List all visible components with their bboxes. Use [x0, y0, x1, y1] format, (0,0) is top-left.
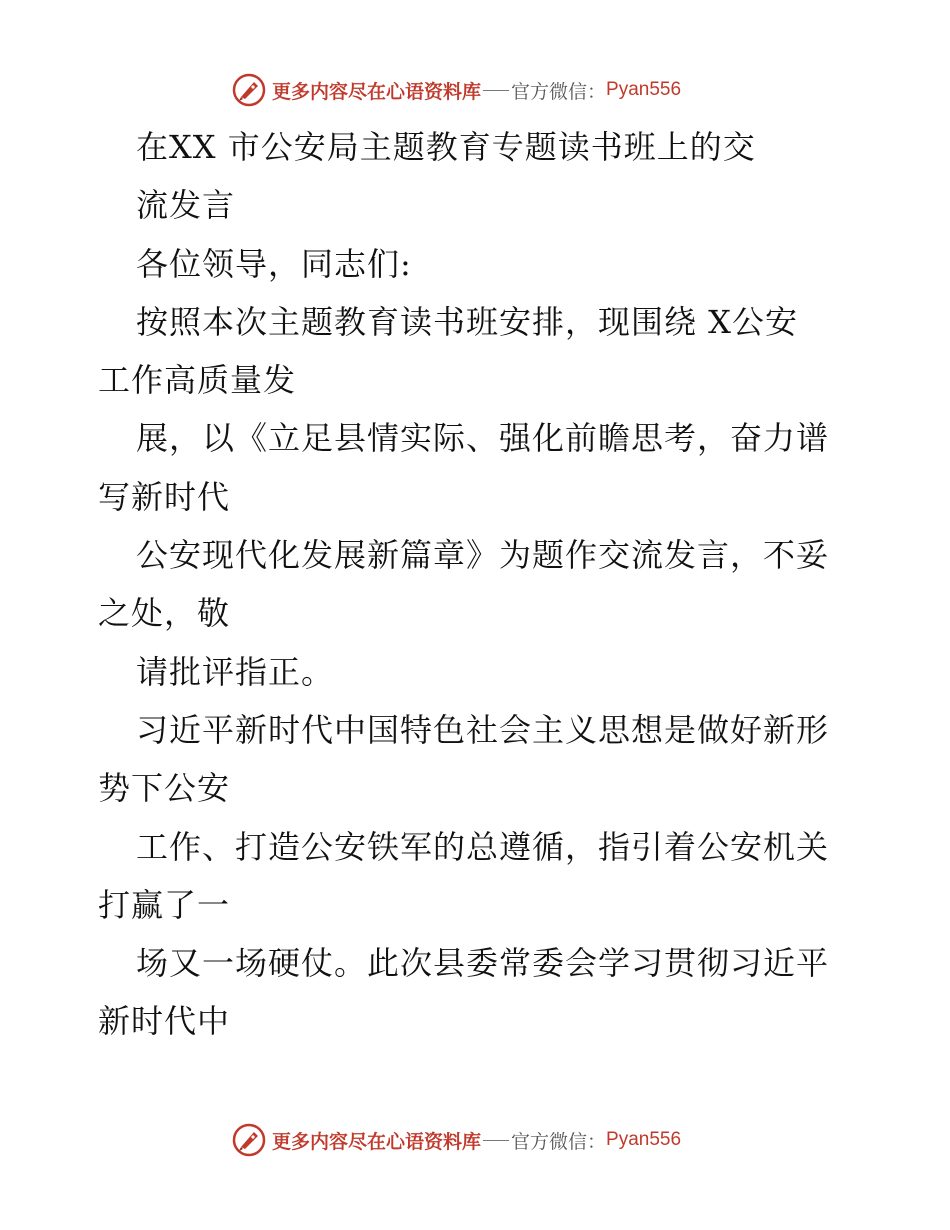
wechat-account: Pyan556 — [606, 1129, 682, 1150]
paragraph-line: 工作高质量发 — [98, 361, 297, 400]
paragraph-line: 请批评指正。 — [136, 652, 335, 691]
pen-nib-logo-icon — [232, 73, 266, 107]
paragraph-line: 新时代中 — [98, 1002, 231, 1041]
paragraph-line: 展，以《立足县情实际、强化前瞻思考，奋力谱 — [136, 419, 830, 458]
pen-nib-logo-icon — [232, 1123, 266, 1157]
brand-text: 更多内容尽在心语资料库 — [272, 1130, 482, 1153]
paragraph-line: 打赢了一 — [98, 885, 231, 924]
paragraph-line: 场又一场硬仗。此次县委常委会学习贯彻习近平 — [136, 944, 830, 983]
banner-divider — [483, 1140, 509, 1141]
banner-divider — [483, 90, 509, 91]
header-banner — [232, 72, 681, 108]
wechat-label: 官方微信： — [511, 1130, 607, 1153]
salutation: 各位领导，同志们: — [136, 244, 412, 283]
wechat-account: Pyan556 — [606, 79, 682, 100]
document-body — [98, 118, 858, 1051]
footer-banner — [232, 1122, 681, 1158]
title-line-1: 在XX 市公安局主题教育专题读书班上的交 — [136, 128, 756, 166]
title-line-2: 流发言 — [136, 186, 236, 225]
brand-text: 更多内容尽在心语资料库 — [272, 80, 482, 103]
paragraph-line: 习近平新时代中国特色社会主义思想是做好新形 — [136, 710, 830, 749]
paragraph-line: 写新时代 — [98, 477, 231, 516]
paragraph-line: 公安现代化发展新篇章》为题作交流发言，不妥 — [136, 536, 830, 575]
wechat-label: 官方微信： — [511, 80, 607, 103]
paragraph-line: 按照本次主题教育读书班安排，现围绕 X公安 — [136, 302, 798, 341]
paragraph-line: 工作、打造公安铁军的总遵循，指引着公安机关 — [136, 827, 830, 866]
paragraph-line: 之处，敬 — [98, 594, 231, 633]
paragraph-line: 势下公安 — [98, 769, 231, 808]
